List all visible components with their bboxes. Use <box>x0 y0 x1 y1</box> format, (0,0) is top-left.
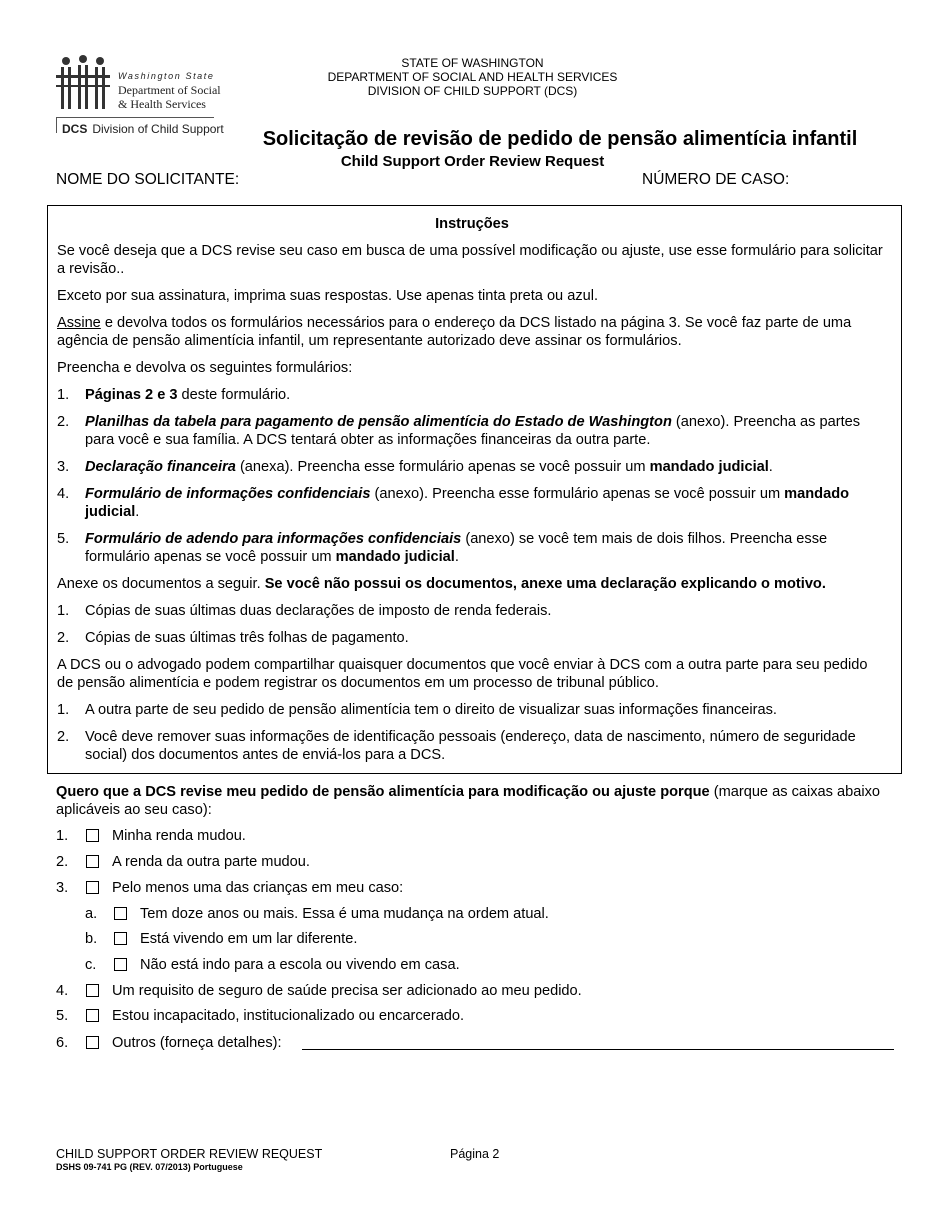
instructions-paragraph: Assine e devolva todos os formulários necessários para o endereço da DCS listado na página 3. Se você faz parte de uma agência de pensão alimentícia infantil, um representante autorizado deve assinar os formulários. <box>57 315 852 349</box>
reason-label: Minha renda mudou. <box>112 828 246 844</box>
list-item: 4. Formulário de informações confidenciais (anexo). Preencha esse formulário apenas se você possuir um mandado judicial. <box>57 486 850 520</box>
reason-row: 4. Um requisito de seguro de saúde precisa ser adicionado ao meu pedido. <box>56 983 582 999</box>
list-item: 5. Formulário de adendo para informações confidenciais (anexo) se você tem mais de dois filhos. Preencha esse formulário apenas se você possuir um mandado judicial. <box>57 531 828 565</box>
reason-6-checkbox[interactable] <box>86 1036 99 1049</box>
reason-3c-checkbox[interactable] <box>114 958 127 971</box>
dshs-logo <box>56 55 224 140</box>
other-details-field[interactable] <box>302 1049 894 1050</box>
list-item: 2. Planilhas da tabela para pagamento de pensão alimentícia do Estado de Washington (anexo). Preencha as partes para você e sua família. A DCS tentará obter as informações financeiras da outra parte. <box>57 414 861 448</box>
list-item: 1. A outra parte de seu pedido de pensão alimentícia tem o direito de visualizar suas informações financeiras. <box>57 702 777 718</box>
reason-label: A renda da outra parte mudou. <box>112 854 310 870</box>
reason-label: Estou incapacitado, institucionalizado ou encarcerado. <box>112 1008 465 1024</box>
reason-2-checkbox[interactable] <box>86 855 99 868</box>
reason-row: 1. Minha renda mudou. <box>56 828 246 844</box>
family-figures-logo-icon <box>56 55 110 111</box>
instructions-paragraph: Preencha e devolva os seguintes formulários: <box>57 360 353 376</box>
reason-label: Outros (forneça detalhes): <box>112 1035 282 1051</box>
logo-divider <box>56 117 214 118</box>
page-title: Solicitação de revisão de pedido de pensão alimentícia infantil <box>262 128 858 150</box>
list-item: 2. Cópias de suas últimas três folhas de pagamento. <box>57 630 409 646</box>
applicant-name-label: NOME DO SOLICITANTE: <box>56 171 240 188</box>
reason-row: c. Não está indo para a escola ou vivendo em casa. <box>85 957 460 973</box>
instructions-paragraph: Anexe os documentos a seguir. Se você não possui os documentos, anexe uma declaração explicando o motivo. <box>57 576 826 592</box>
list-item: 3. Declaração financeira (anexa). Preencha esse formulário apenas se você possuir um mandado judicial. <box>57 459 773 475</box>
reason-label: Está vivendo em um lar diferente. <box>140 931 358 947</box>
footer-form-title: CHILD SUPPORT ORDER REVIEW REQUEST <box>56 1147 323 1161</box>
footer-form-number: DSHS 09-741 PG (REV. 07/2013) Portuguese <box>56 1162 243 1172</box>
agency-header: STATE OF WASHINGTON DEPARTMENT OF SOCIAL AND HEALTH SERVICES DIVISION OF CHILD SUPPORT (DCS) <box>327 56 618 98</box>
reason-row: 3. Pelo menos uma das crianças em meu caso: <box>56 880 404 896</box>
reason-3-checkbox[interactable] <box>86 881 99 894</box>
reason-label: Pelo menos uma das crianças em meu caso: <box>112 880 404 896</box>
instructions-paragraph: Exceto por sua assinatura, imprima suas respostas. Use apenas tinta preta ou azul. <box>57 288 599 304</box>
list-item: 1. Páginas 2 e 3 deste formulário. <box>57 387 291 403</box>
reason-row: 2. A renda da outra parte mudou. <box>56 854 310 870</box>
reason-3a-checkbox[interactable] <box>114 907 127 920</box>
list-item: 1. Cópias de suas últimas duas declarações de imposto de renda federais. <box>57 603 552 619</box>
reason-label: Um requisito de seguro de saúde precisa ser adicionado ao meu pedido. <box>112 983 582 999</box>
reason-1-checkbox[interactable] <box>86 829 99 842</box>
reason-label: Não está indo para a escola ou vivendo em casa. <box>140 957 460 973</box>
reason-row: b. Está vivendo em um lar diferente. <box>85 931 358 947</box>
reason-row: 5. Estou incapacitado, institucionalizado ou encarcerado. <box>56 1008 465 1024</box>
reason-3b-checkbox[interactable] <box>114 932 127 945</box>
instructions-paragraph: Se você deseja que a DCS revise seu caso em busca de uma possível modificação ou ajuste, use esse formulário para solicitar a revisão.. <box>57 243 883 277</box>
case-number-label: NÚMERO DE CASO: <box>642 171 790 188</box>
instructions-box <box>47 205 902 774</box>
reasons-intro: Quero que a DCS revise meu pedido de pensão alimentícia para modificação ou ajuste porque (marque as caixas abaixo aplicáveis ao seu caso): <box>56 784 880 818</box>
list-item: 2. Você deve remover suas informações de identificação pessoais (endereço, data de nascimento, número de seguridade social) dos documentos antes de enviá-los para a DCS. <box>57 729 856 763</box>
logo-dcs: DCS Division of Child Support <box>62 122 224 136</box>
page-subtitle: Child Support Order Review Request <box>340 153 605 170</box>
logo-department: Department of Social & Health Services <box>118 83 221 111</box>
instructions-title: Instruções <box>435 216 509 232</box>
reason-label: Tem doze anos ou mais. Essa é uma mudança na ordem atual. <box>140 906 549 922</box>
reason-5-checkbox[interactable] <box>86 1009 99 1022</box>
reason-4-checkbox[interactable] <box>86 984 99 997</box>
footer-page-number: Página 2 <box>450 1147 500 1161</box>
logo-state: Washington State <box>118 71 215 81</box>
instructions-paragraph: A DCS ou o advogado podem compartilhar quaisquer documentos que você enviar à DCS com a outra parte para seu pedido de pensão alimentícia e podem registrar os documentos em um processo de tribunal público. <box>57 657 868 691</box>
reason-row: 6. Outros (forneça detalhes): <box>56 1035 282 1051</box>
logo-divider-vertical <box>56 117 57 133</box>
reason-row: a. Tem doze anos ou mais. Essa é uma mudança na ordem atual. <box>85 906 549 922</box>
